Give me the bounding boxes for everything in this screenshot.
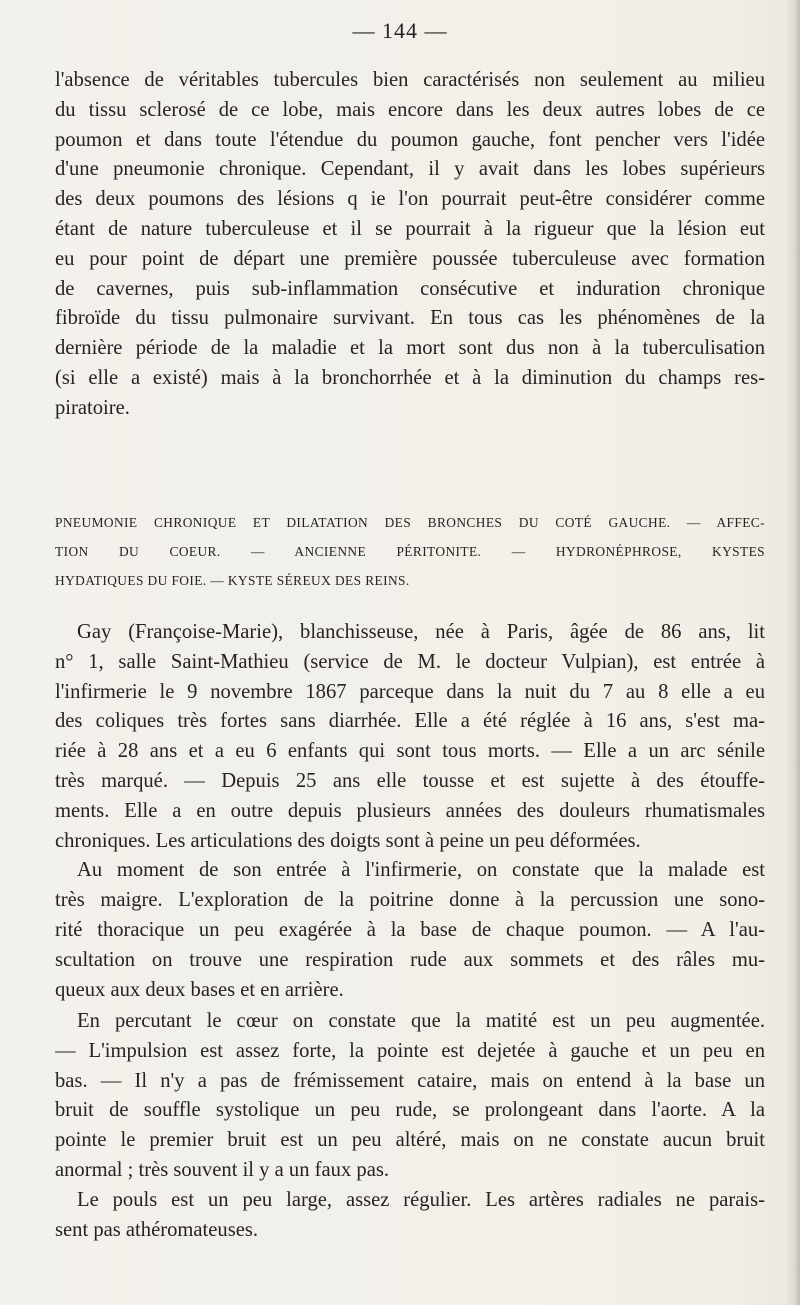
text-line: du tissu sclerosé de ce lobe, mais encore dans les deux autres lobes de ce <box>55 98 765 121</box>
case-heading <box>55 508 765 595</box>
paragraph-case-history <box>55 618 765 1005</box>
text-line: rité thoracique un peu exagérée à la base de chaque poumon. — A l'au- <box>55 918 765 941</box>
text-line: queux aux deux bases et en arrière. <box>55 978 344 1001</box>
text-line: Gay (Françoise-Marie), blanchisseuse, née à Paris, âgée de 86 ans, lit <box>77 621 765 643</box>
text-line: sent pas athéromateuses. <box>55 1218 259 1241</box>
heading-line: HYDATIQUES DU FOIE. — KYSTE SÉREUX DES REINS. <box>55 573 410 588</box>
text-line: très marqué. — Depuis 25 ans elle tousse et est sujette à des étouffe- <box>55 769 765 792</box>
text-line: Au moment de son entrée à l'infirmerie, on constate que la malade est <box>77 859 765 882</box>
text-line: poumon et dans toute l'étendue du poumon gauche, font pencher vers l'idée <box>55 128 765 151</box>
heading-line: PNEUMONIE CHRONIQUE ET DILATATION DES BRONCHES DU COTÉ GAUCHE. — AFFEC- <box>55 515 765 530</box>
text-line: — L'impulsion est assez forte, la pointe est dejetée à gauche et un peu en <box>55 1039 765 1062</box>
text-line: l'infirmerie le 9 novembre 1867 parceque dans la nuit du 7 au 8 elle a eu <box>55 680 765 703</box>
text-line: bruit de souffle systolique un peu rude, se prolongeant dans l'aorte. A la <box>55 1099 765 1122</box>
text-line: des coliques très fortes sans diarrhée. Elle a été réglée à 16 ans, s'est ma- <box>55 710 765 733</box>
text-line: étant de nature tuberculeuse et il se pourrait à la rigueur que la lésion eut <box>55 217 765 240</box>
paragraph-continuation <box>55 66 765 424</box>
text-line: pointe le premier bruit est un peu altéré, mais on ne constate aucun bruit <box>55 1129 765 1152</box>
text-line: très maigre. L'exploration de la poitrine donne à la percussion une sono- <box>55 889 765 912</box>
text-line: l'absence de véritables tubercules bien caractérisés non seulement au milieu <box>55 69 765 91</box>
text-line: En percutant le cœur on constate que la matité est un peu augmentée. <box>77 1010 765 1032</box>
text-line: ments. Elle a en outre depuis plusieurs années des douleurs rhumatismales <box>55 799 765 822</box>
text-line: chroniques. Les articulations des doigts sont à peine un peu déformées. <box>55 829 641 852</box>
text-line: eu pour point de départ une première poussée tuberculeuse avec formation <box>55 247 765 270</box>
text-line: (si elle a existé) mais à la bronchorrhée et à la diminution du champs res- <box>55 366 765 389</box>
heading-line: TION DU COEUR. — ANCIENNE PÉRITONITE. — HYDRONÉPHROSE, KYSTES <box>55 544 765 559</box>
text-line: dernière période de la maladie et la mort sont dus non à la tuberculisation <box>55 337 765 360</box>
text-line: fibroïde du tissu pulmonaire survivant. En tous cas les phénomènes de la <box>55 307 765 330</box>
text-line: piratoire. <box>55 396 130 419</box>
text-line: de cavernes, puis sub-inflammation consécutive et induration chronique <box>55 277 765 300</box>
text-line: d'une pneumonie chronique. Cependant, il y avait dans les lobes supérieurs <box>55 158 765 181</box>
text-line: des deux poumons des lésions q ie l'on pourrait peut-être considérer comme <box>55 188 765 211</box>
text-line: anormal ; très souvent il y a un faux pas. <box>55 1158 389 1181</box>
text-line: bas. — Il n'y a pas de frémissement cataire, mais on entend à la base un <box>55 1069 765 1092</box>
text-line: n° 1, salle Saint-Mathieu (service de M. le docteur Vulpian), est entrée à <box>55 650 765 673</box>
page-number: — 144 — <box>352 18 448 43</box>
text-line: riée à 28 ans et a eu 6 enfants qui sont tous morts. — Elle a un arc sénile <box>55 740 765 763</box>
text-line: scultation on trouve une respiration rude aux sommets et des râles mu- <box>55 948 765 971</box>
page-edge-shadow <box>786 0 800 1305</box>
paragraph-heart-exam <box>55 1007 765 1245</box>
text-line: Le pouls est un peu large, assez régulier. Les artères radiales ne parais- <box>77 1188 765 1211</box>
